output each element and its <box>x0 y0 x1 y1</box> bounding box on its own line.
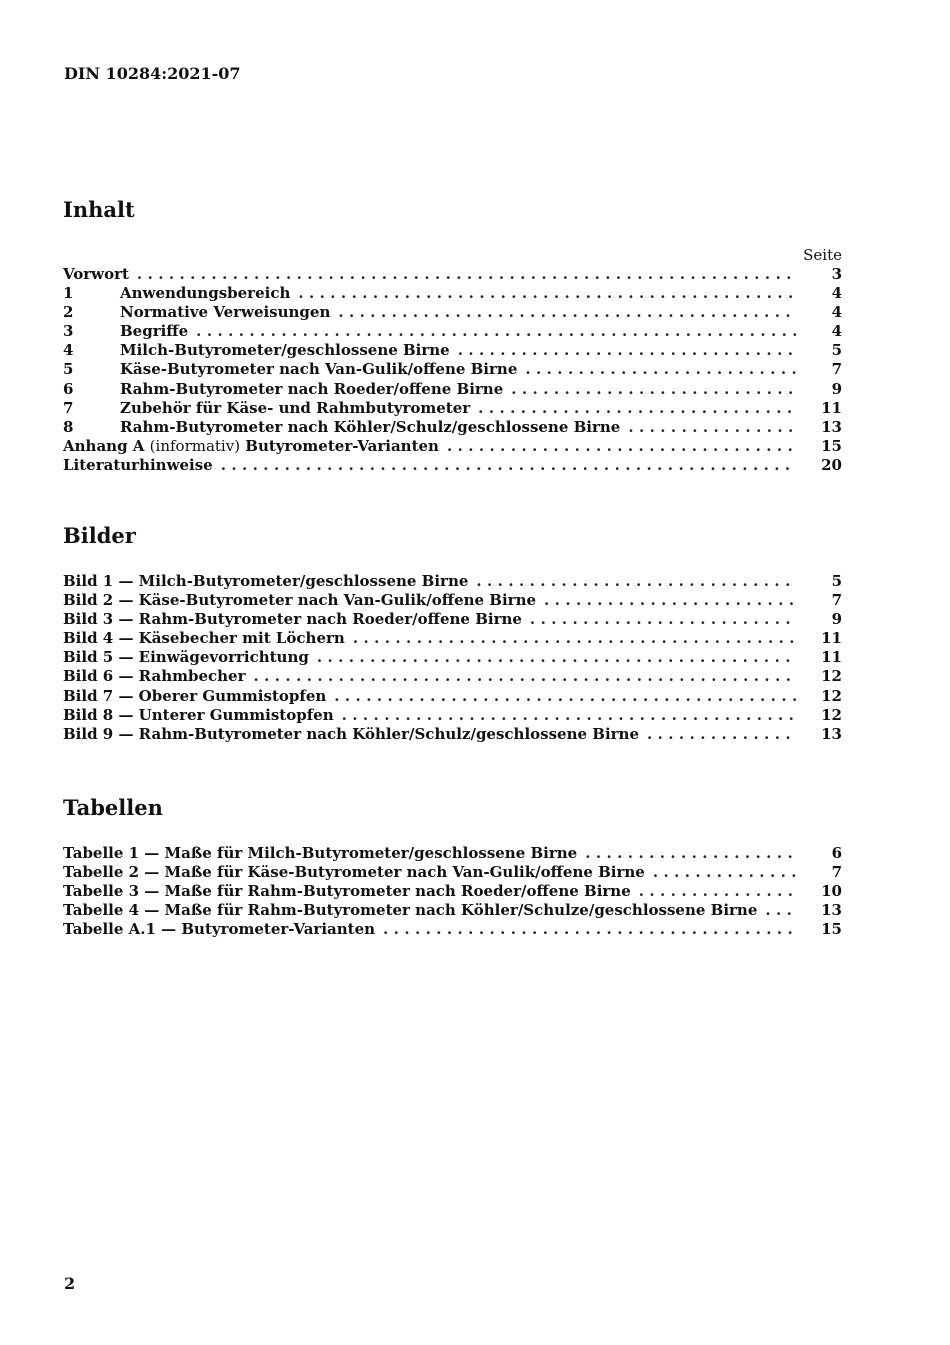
entry-label-group <box>63 901 757 920</box>
entry-label-group <box>63 667 246 686</box>
figure-entry[interactable] <box>63 706 842 725</box>
entry-page-number: 10 <box>821 882 842 901</box>
entry-label-group <box>63 844 577 863</box>
entry-label: Käse-Butyrometer nach Van-Gulik/offene Birne <box>120 360 518 379</box>
entry-number: 1 <box>63 284 74 303</box>
entry-label-group <box>63 341 450 360</box>
entry-number: 2 <box>63 303 74 322</box>
entry-label: Bild 6 — Rahmbecher <box>63 667 246 686</box>
entry-page-number: 15 <box>821 920 842 939</box>
toc-entry[interactable] <box>63 456 842 475</box>
page-column-label: Seite <box>803 246 842 264</box>
entry-number: 6 <box>63 379 74 398</box>
entry-label: Literaturhinweise <box>63 455 213 474</box>
entry-label-group <box>63 572 468 591</box>
entry-page-number: 15 <box>821 436 842 455</box>
dot-leader <box>620 418 796 437</box>
entry-page-number: 13 <box>821 417 842 436</box>
figure-entry[interactable] <box>63 610 842 629</box>
tables-list <box>63 844 842 939</box>
dot-leader <box>536 591 796 610</box>
dot-leader <box>213 456 796 475</box>
entry-prefix: Anhang A <box>63 436 145 455</box>
entry-label-group <box>63 418 620 437</box>
entry-prefix-note: (informativ) <box>149 436 241 455</box>
dot-leader <box>503 380 796 399</box>
entry-label: Begriffe <box>120 322 189 341</box>
entry-page-number: 7 <box>831 360 842 379</box>
table-entry[interactable] <box>63 901 842 920</box>
entry-label-group <box>63 322 188 341</box>
dot-leader <box>757 901 796 920</box>
entry-label-group <box>63 648 309 667</box>
figure-entry[interactable] <box>63 687 842 706</box>
dot-leader <box>577 844 796 863</box>
dot-leader <box>468 572 796 591</box>
entry-label-group <box>63 456 213 475</box>
table-entry[interactable] <box>63 844 842 863</box>
entry-page-number: 7 <box>831 591 842 610</box>
entry-page-number: 6 <box>831 844 842 862</box>
dot-leader <box>330 303 796 322</box>
entry-label-group <box>63 303 330 322</box>
toc-entry[interactable] <box>63 399 842 418</box>
dot-leader <box>345 629 796 648</box>
tables-heading: Tabellen <box>63 795 163 820</box>
entry-label: Bild 7 — Oberer Gummistopfen <box>63 686 327 705</box>
entry-number: 5 <box>63 360 74 379</box>
entry-label-group <box>63 920 375 939</box>
entry-label: Butyrometer-Varianten <box>245 436 439 455</box>
entry-page-number: 7 <box>831 863 842 882</box>
figure-entry[interactable] <box>63 648 842 667</box>
entry-page-number: 11 <box>821 398 842 417</box>
entry-label: Bild 2 — Käse-Butyrometer nach Van-Gulik/offene Birne <box>63 591 537 610</box>
figure-entry[interactable] <box>63 629 842 648</box>
table-entry[interactable] <box>63 920 842 939</box>
entry-label: Tabelle 3 — Maße für Rahm-Butyrometer nach Roeder/offene Birne <box>63 882 631 901</box>
entry-page-number: 3 <box>831 265 842 283</box>
entry-page-number: 12 <box>821 667 842 686</box>
dot-leader <box>326 687 796 706</box>
entry-page-number: 5 <box>831 572 842 590</box>
entry-number: 4 <box>63 341 74 360</box>
figure-entry[interactable] <box>63 591 842 610</box>
dot-leader <box>639 725 796 744</box>
toc-entry[interactable] <box>63 265 842 284</box>
entry-label-group <box>63 610 522 629</box>
entry-page-number: 9 <box>831 379 842 398</box>
dot-leader <box>309 648 796 667</box>
entry-label-group <box>63 687 326 706</box>
entry-page-number: 12 <box>821 686 842 705</box>
entry-label-group <box>63 284 290 303</box>
entry-label-group <box>63 882 631 901</box>
entry-page-number: 11 <box>821 648 842 667</box>
table-entry[interactable] <box>63 863 842 882</box>
entry-number: 7 <box>63 398 74 417</box>
entry-page-number: 12 <box>821 705 842 724</box>
dot-leader <box>470 399 796 418</box>
toc-entry[interactable] <box>63 437 842 456</box>
entry-label-group <box>63 265 129 284</box>
toc-entry[interactable] <box>63 322 842 341</box>
entry-label: Bild 3 — Rahm-Butyrometer nach Roeder/offene Birne <box>63 610 522 629</box>
entry-page-number: 4 <box>831 284 842 303</box>
toc-entry[interactable] <box>63 341 842 360</box>
toc-entry[interactable] <box>63 303 842 322</box>
dot-leader <box>517 360 796 379</box>
entry-page-number: 13 <box>821 901 842 920</box>
entry-page-number: 4 <box>831 303 842 322</box>
entry-label-group <box>63 629 345 648</box>
entry-label-group <box>63 399 470 418</box>
entry-label: Zubehör für Käse- und Rahmbutyrometer <box>120 398 471 417</box>
entry-label-group <box>63 437 439 456</box>
entry-page-number: 9 <box>831 610 842 629</box>
entry-number: 8 <box>63 417 74 436</box>
entry-label: Bild 8 — Unterer Gummistopfen <box>63 705 334 724</box>
entry-label-group <box>63 706 334 725</box>
entry-label: Bild 4 — Käsebecher mit Löchern <box>63 629 345 648</box>
contents-list <box>63 265 842 475</box>
entry-label: Vorwort <box>63 265 129 283</box>
dot-leader <box>631 882 796 901</box>
entry-label: Bild 1 — Milch-Butyrometer/geschlossene Birne <box>63 572 469 590</box>
entry-page-number: 5 <box>831 341 842 360</box>
figure-entry[interactable] <box>63 667 842 686</box>
toc-entry[interactable] <box>63 360 842 379</box>
figure-entry[interactable] <box>63 572 842 591</box>
dot-leader <box>450 341 796 360</box>
dot-leader <box>188 322 796 341</box>
figures-heading: Bilder <box>63 523 136 548</box>
entry-label: Tabelle 4 — Maße für Rahm-Butyrometer nach Köhler/Schulze/geschlossene Birne <box>63 901 758 920</box>
dot-leader <box>375 920 796 939</box>
entry-label: Bild 9 — Rahm-Butyrometer nach Köhler/Schulz/geschlossene Birne <box>63 724 639 743</box>
entry-label: Tabelle 1 — Maße für Milch-Butyrometer/geschlossene Birne <box>63 844 578 862</box>
page-number: 2 <box>64 1274 76 1293</box>
entry-number: 3 <box>63 322 74 341</box>
entry-label: Tabelle 2 — Maße für Käse-Butyrometer nach Van-Gulik/offene Birne <box>63 863 645 882</box>
entry-label: Anwendungsbereich <box>120 284 291 303</box>
dot-leader <box>645 863 796 882</box>
entry-label-group <box>63 360 517 379</box>
entry-label: Normative Verweisungen <box>120 303 331 322</box>
dot-leader <box>290 284 796 303</box>
dot-leader <box>439 437 796 456</box>
entry-page-number: 11 <box>821 629 842 648</box>
entry-label-group <box>63 725 639 744</box>
entry-label-group <box>63 863 645 882</box>
contents-heading: Inhalt <box>63 197 135 222</box>
entry-label: Rahm-Butyrometer nach Roeder/offene Birne <box>120 379 504 398</box>
dot-leader <box>334 706 796 725</box>
dot-leader <box>246 667 797 686</box>
dot-leader <box>129 265 796 284</box>
entry-page-number: 13 <box>821 724 842 743</box>
dot-leader <box>522 610 796 629</box>
entry-label-group <box>63 591 536 610</box>
entry-page-number: 4 <box>831 322 842 341</box>
toc-entry[interactable] <box>63 380 842 399</box>
document-id: DIN 10284:2021-07 <box>64 64 241 83</box>
entry-label-group <box>63 380 503 399</box>
toc-entry[interactable] <box>63 418 842 437</box>
table-entry[interactable] <box>63 882 842 901</box>
entry-label: Rahm-Butyrometer nach Köhler/Schulz/geschlossene Birne <box>120 417 621 436</box>
entry-page-number: 20 <box>821 455 842 474</box>
toc-entry[interactable] <box>63 284 842 303</box>
entry-label: Tabelle A.1 — Butyrometer-Varianten <box>63 920 376 939</box>
figure-entry[interactable] <box>63 725 842 744</box>
entry-label: Milch-Butyrometer/geschlossene Birne <box>120 341 450 360</box>
figures-list <box>63 572 842 744</box>
entry-label: Bild 5 — Einwägevorrichtung <box>63 648 309 667</box>
